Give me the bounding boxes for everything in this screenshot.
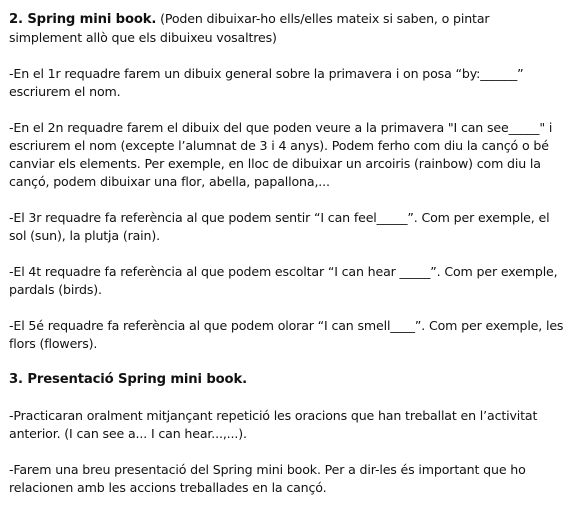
section-2-item-3: -El 3r requadre fa referència al que podem sentir “I can feel_____”. Com per exemple, el sol (sun), la plutja (rain). [9,210,550,243]
section-2-item-4: -El 4t requadre fa referència al que podem escoltar “I can hear _____”. Com per exemple, pardals (birds). [9,264,558,297]
section-2-item-5: -El 5é requadre fa referència al que podem olorar “I can smell____”. Com per exemple, les flors (flowers). [9,318,564,351]
section-2-heading [9,10,565,47]
section-2-item-1: -En el 1r requadre farem un dibuix general sobre la primavera i on posa “by:______” escriurem el nom. [9,66,524,99]
document-page [9,10,565,515]
section-2-title: 2. Spring mini book. [9,12,157,27]
section-2-item-2: -En el 2n requadre farem el dibuix del que poden veure a la primavera "I can see_____" i escriurem el nom (excepte l’alumnat de 3 i 4 anys). Podem ferho com diu la cançó o bé canviar els elements. Per exemple, en lloc de dibuixar un arcoiris (rainbow) com diu la cançó, podem dibuixar una flor, abella, papallona,... [9,120,553,189]
section-3-title: 3. Presentació Spring mini book. [9,372,247,387]
section-3-item-2: -Farem una breu presentació del Spring mini book. Per a dir-les és important que ho relacionen amb les accions treballades en la cançó. [9,462,526,495]
section-3-item-1: -Practicaran oralment mitjançant repetició les oracions que han treballat en l’activitat anterior. (I can see a... I can hear...,...). [9,408,538,441]
section-2-subtitle: (Poden dibuixar-ho ells/elles mateix si saben, o pintar simplement allò que els dibuixeu vosaltres) [9,11,490,45]
